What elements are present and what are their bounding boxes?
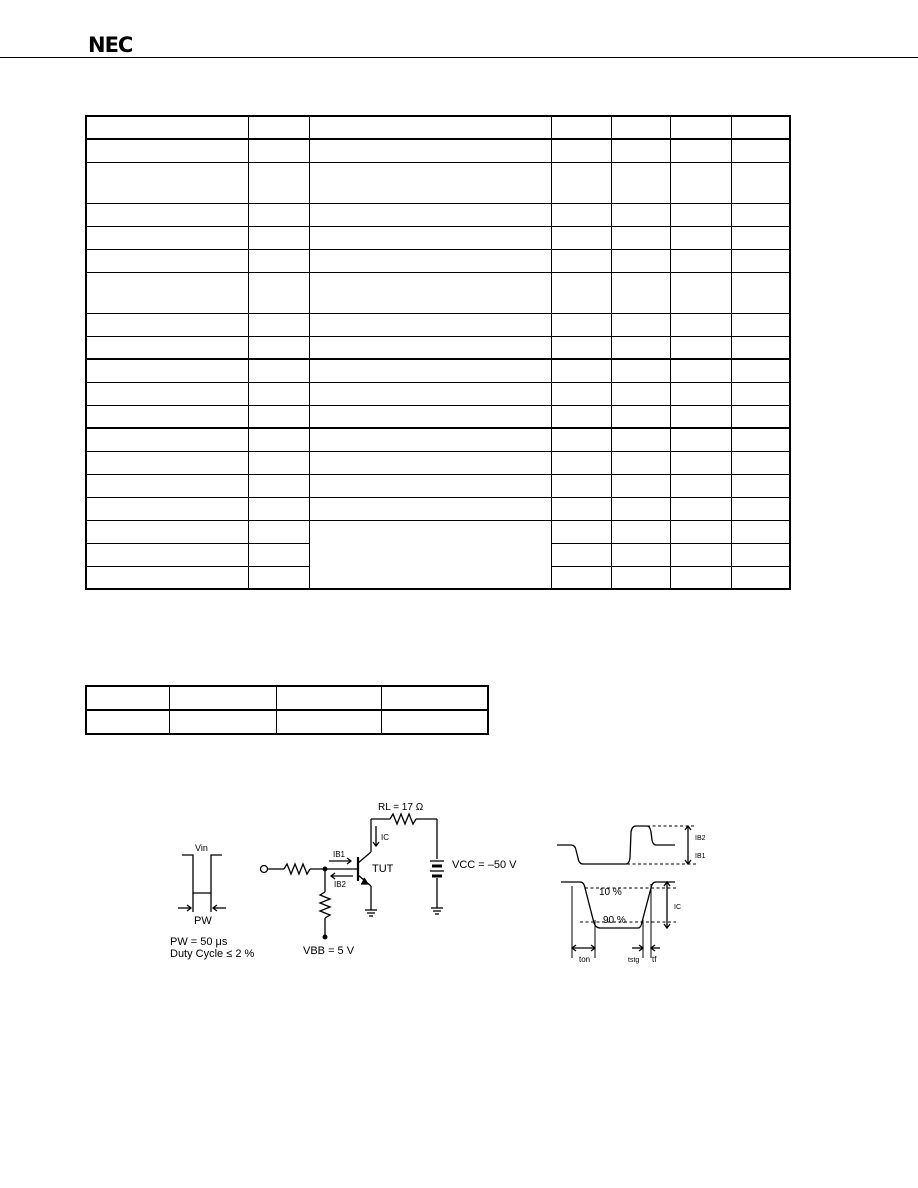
ton-label: ton <box>579 955 591 964</box>
input-pulse-waveform <box>178 855 226 912</box>
duty-cycle-label: Duty Cycle ≤ 2 % <box>170 948 255 960</box>
base-resistor <box>284 864 310 874</box>
rl-label: RL = 17 Ω <box>378 802 424 813</box>
load-resistor <box>390 814 416 824</box>
ic-level-label: IC <box>674 904 681 911</box>
ib2-level-label: IB2 <box>695 835 706 842</box>
input-terminal <box>261 866 268 873</box>
transistor-tut <box>358 852 371 886</box>
vin-label: Vin <box>195 843 208 853</box>
ground-symbol <box>431 908 443 914</box>
tstg-label: tstg <box>628 957 640 964</box>
ic-label: IC <box>381 833 389 842</box>
ten-percent-label: 10 % <box>599 887 622 898</box>
bias-resistor <box>320 892 330 918</box>
ib2-label: IB2 <box>334 880 347 889</box>
ib1-level-label: IB1 <box>695 853 706 860</box>
nec-logo: NEC <box>88 33 133 57</box>
pw-spec-label: PW = 50 μs <box>170 936 228 948</box>
vbb-label: VBB = 5 V <box>303 945 355 957</box>
pw-label: PW <box>194 915 212 927</box>
vcc-label: VCC = –50 V <box>452 859 517 871</box>
vcc-battery <box>430 861 444 876</box>
ninety-percent-label: 90 % <box>603 915 626 926</box>
test-circuit-schematic <box>261 814 445 939</box>
base-current-waveform <box>557 826 696 864</box>
tf-label: tf <box>652 955 657 964</box>
tut-label: TUT <box>372 863 394 875</box>
ground-symbol <box>365 886 377 916</box>
ib1-label: IB1 <box>333 850 346 859</box>
